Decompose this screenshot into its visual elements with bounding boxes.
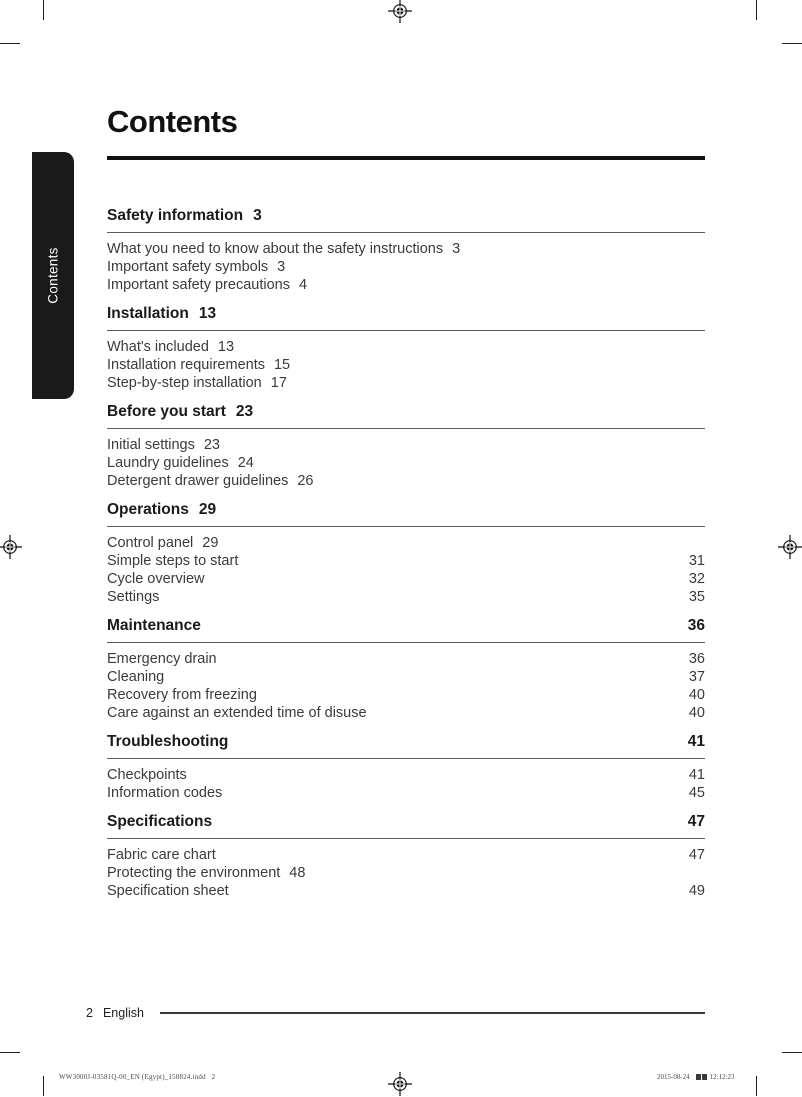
toc-entry-page: 29 (202, 535, 219, 551)
toc-entry-page: 35 (688, 589, 705, 605)
toc-entry (107, 588, 705, 606)
toc-entry-list (107, 759, 705, 802)
toc-entry (107, 686, 705, 704)
toc-section-page: 23 (235, 403, 254, 420)
toc-entry-page: 40 (688, 705, 705, 721)
toc-entry (107, 454, 705, 472)
toc-entry (107, 374, 705, 392)
toc-entry-page: 15 (273, 357, 291, 373)
toc-entry-page: 13 (217, 339, 235, 355)
toc-section-page: 29 (198, 501, 217, 518)
toc-entry-page: 49 (688, 883, 705, 899)
pm-marker-icon (696, 1074, 708, 1080)
toc-section-title: Troubleshooting (107, 733, 229, 750)
toc-entry (107, 704, 705, 722)
toc-section-title: Safety information (107, 207, 244, 224)
print-timestamp (657, 1073, 735, 1081)
toc-entry-page: 48 (289, 865, 306, 881)
toc-entry-label: Specification sheet (107, 883, 229, 899)
toc-section-title: Specifications (107, 813, 213, 830)
toc-entry (107, 472, 705, 490)
toc-section (107, 404, 705, 490)
toc-entry-page: 3 (452, 241, 461, 257)
toc-entry (107, 338, 705, 356)
toc-entry (107, 864, 705, 882)
toc-entry-label: Settings (107, 589, 160, 605)
toc-entry-page: 47 (688, 847, 705, 863)
toc-entry-label: Care against an extended time of disuse (107, 705, 367, 721)
footer-rule (160, 1012, 705, 1014)
toc-section (107, 306, 705, 392)
toc-entry-list (107, 233, 705, 294)
crop-mark (0, 1052, 20, 1053)
toc-entry (107, 846, 705, 864)
toc-entry-label: What you need to know about the safety instructions (107, 241, 444, 257)
toc-entry-label: Information codes (107, 785, 223, 801)
page-footer (86, 1006, 705, 1020)
footer-language-label: English (102, 1006, 144, 1020)
toc-entry-list (107, 429, 705, 490)
toc-entry (107, 276, 705, 294)
toc-entry-list (107, 331, 705, 392)
contents-side-tab (32, 152, 74, 399)
toc-section (107, 814, 705, 900)
toc-entry (107, 534, 705, 552)
toc-section (107, 502, 705, 606)
toc-entry (107, 356, 705, 374)
toc-entry-page: 24 (237, 455, 254, 471)
print-filename: WW3000J-03581Q-00_EN (Egypt)_150824.indd 2 (59, 1073, 216, 1081)
toc-entry (107, 240, 705, 258)
toc-section-title: Operations (107, 501, 189, 518)
toc-entry-label: Checkpoints (107, 767, 187, 783)
toc-section-title: Maintenance (107, 617, 201, 634)
footer-page-number: 2 (86, 1006, 93, 1020)
crop-mark (756, 1076, 757, 1096)
toc-entry-label: Installation requirements (107, 357, 265, 373)
toc-section-page: 36 (687, 617, 705, 634)
toc-section-title: Before you start (107, 403, 226, 420)
page-title: Contents (107, 104, 238, 139)
registration-mark-icon (387, 0, 413, 24)
toc-entry-page: 26 (297, 473, 314, 489)
toc-entry-page: 23 (203, 437, 220, 453)
toc-entry (107, 766, 705, 784)
toc-section-title: Installation (107, 305, 189, 322)
toc-entry (107, 668, 705, 686)
toc-entry-list (107, 643, 705, 722)
toc-entry-label: Important safety symbols (107, 259, 269, 275)
toc-entry-page: 32 (688, 571, 705, 587)
toc-entry-page: 4 (298, 277, 308, 293)
toc-section-heading (107, 618, 705, 643)
toc-section-heading (107, 404, 705, 429)
toc-entry-label: Fabric care chart (107, 847, 216, 863)
crop-mark (782, 43, 802, 44)
toc-entry-page: 17 (270, 375, 287, 391)
toc-entry-page: 45 (688, 785, 705, 801)
toc-entry-page: 40 (688, 687, 705, 703)
toc-section-page: 13 (198, 305, 217, 322)
contents-side-tab-label: Contents (45, 247, 61, 304)
toc-entry-label: Recovery from freezing (107, 687, 257, 703)
toc-section (107, 208, 705, 294)
toc-entry-label: Detergent drawer guidelines (107, 473, 289, 489)
toc-entry (107, 570, 705, 588)
toc-entry-label: Cycle overview (107, 571, 205, 587)
toc-section-heading (107, 306, 705, 331)
toc-entry-label: Initial settings (107, 437, 195, 453)
crop-mark (756, 0, 757, 20)
toc-entry-label: Control panel (107, 535, 194, 551)
toc-entry-list (107, 839, 705, 900)
crop-mark (0, 43, 20, 44)
table-of-contents (107, 208, 705, 912)
toc-entry-label: Protecting the environment (107, 865, 281, 881)
toc-section-page: 41 (687, 733, 705, 750)
toc-section-heading (107, 208, 705, 233)
title-rule (107, 156, 705, 160)
toc-section (107, 618, 705, 722)
toc-entry-label: Cleaning (107, 669, 165, 685)
toc-section (107, 734, 705, 802)
toc-section-heading (107, 814, 705, 839)
print-date: 2015-08-24 (657, 1073, 690, 1081)
toc-section-heading (107, 734, 705, 759)
toc-entry (107, 784, 705, 802)
toc-entry (107, 258, 705, 276)
toc-entry-page: 31 (688, 553, 705, 569)
crop-mark (43, 1076, 44, 1096)
toc-entry-list (107, 527, 705, 606)
toc-section-page: 3 (253, 207, 262, 224)
registration-mark-icon (0, 534, 23, 560)
crop-mark (782, 1052, 802, 1053)
toc-entry-page: 41 (688, 767, 705, 783)
registration-mark-icon (387, 1071, 413, 1097)
toc-entry-label: What's included (107, 339, 209, 355)
toc-section-heading (107, 502, 705, 527)
toc-entry-label: Important safety precautions (107, 277, 290, 293)
toc-entry (107, 436, 705, 454)
toc-section-page: 47 (687, 813, 705, 830)
toc-entry-label: Step-by-step installation (107, 375, 262, 391)
toc-entry-page: 37 (688, 669, 705, 685)
toc-entry-label: Simple steps to start (107, 553, 239, 569)
crop-mark (43, 0, 44, 20)
toc-entry-label: Laundry guidelines (107, 455, 229, 471)
toc-entry (107, 552, 705, 570)
toc-entry (107, 882, 705, 900)
toc-entry (107, 650, 705, 668)
print-time: 12:12:23 (709, 1073, 735, 1081)
toc-entry-label: Emergency drain (107, 651, 217, 667)
toc-entry-page: 3 (277, 259, 286, 275)
registration-mark-icon (777, 534, 802, 560)
toc-entry-page: 36 (688, 651, 705, 667)
